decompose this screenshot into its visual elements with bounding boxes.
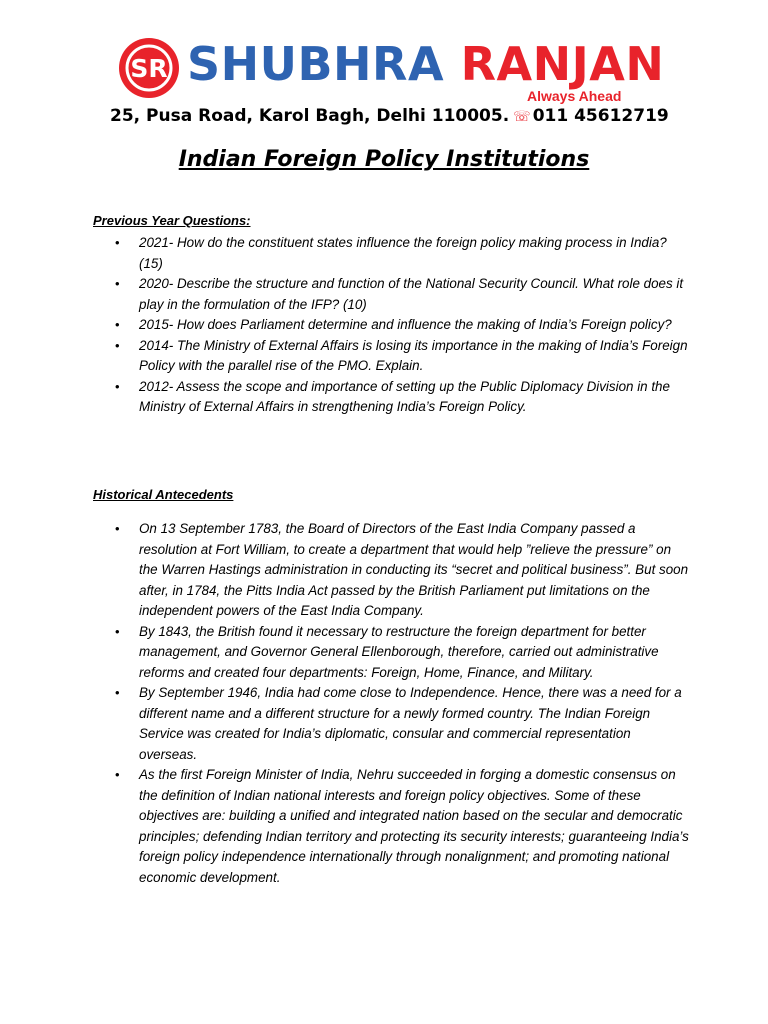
list-item: • 2015- How does Parliament determine and influence the making of India’s Foreign policy? [93,315,689,336]
list-item: • By September 1946, India had come close to Independence. Hence, there was a need for a different name and a different structure for a newly formed country. The Indian Foreign Service was created for India’s diplomatic, consular and commercial representation overseas. [93,683,689,765]
sr-logo-icon [118,37,180,99]
list-item: • 2021- How do the constituent states influence the foreign policy making process in India? (15) [93,233,689,274]
list-item: • 2014- The Ministry of External Affairs is losing its importance in the making of India’s Foreign Policy with the parallel rise of the PMO. Explain. [93,336,689,377]
letterhead [0,0,768,140]
address-text: 25, Pusa Road, Karol Bagh, Delhi 110005. [110,106,510,126]
address-line [110,106,669,126]
phone-number: 011 45612719 [532,106,669,126]
brand-first-word: SHUBHRA [187,37,445,91]
list-item: • 2020- Describe the structure and function of the National Security Council. What role does it play in the formulation of the IFP? (10) [93,274,689,315]
brand-name [187,36,664,92]
tagline: Always Ahead [527,88,622,104]
list-item: • On 13 September 1783, the Board of Directors of the East India Company passed a resolution at Fort William, to create a department that would help ”relieve the pressure” on the Warren Hastings administration in conducting its “secret and political business”. But soon after, in 1784, the Pitts India Act passed by the British Parliament put limitations on the independent powers of the East India Company. [93,519,689,622]
list-item: • By 1843, the British found it necessary to restructure the foreign department for better management, and Governor General Ellenborough, therefore, carried out administrative reforms and created four departments: Foreign, Home, Finance, and Military. [93,622,689,684]
page-title: Indian Foreign Policy Institutions [178,147,590,172]
history-list [93,519,689,888]
pyq-heading: Previous Year Questions: [93,213,251,228]
history-heading: Historical Antecedents [93,487,234,502]
phone-icon: ☏ [513,109,531,125]
list-item: • As the first Foreign Minister of India, Nehru succeeded in forging a domestic consensus on the definition of Indian national interests and foreign policy objectives. Some of these objectives are: building a unified and integrated nation based on the secular and democratic principles; defending Indian territory and protecting its security interests; guaranteeing India’s foreign policy independence internationally through nonalignment; and promoting national economic development. [93,765,689,888]
logo-letters: SR [130,54,168,83]
list-item: • 2012- Assess the scope and importance of setting up the Public Diplomacy Division in the Ministry of External Affairs in strengthening India’s Foreign Policy. [93,377,689,418]
brand-second-word: RANJAN [460,37,665,91]
pyq-list [93,233,689,418]
